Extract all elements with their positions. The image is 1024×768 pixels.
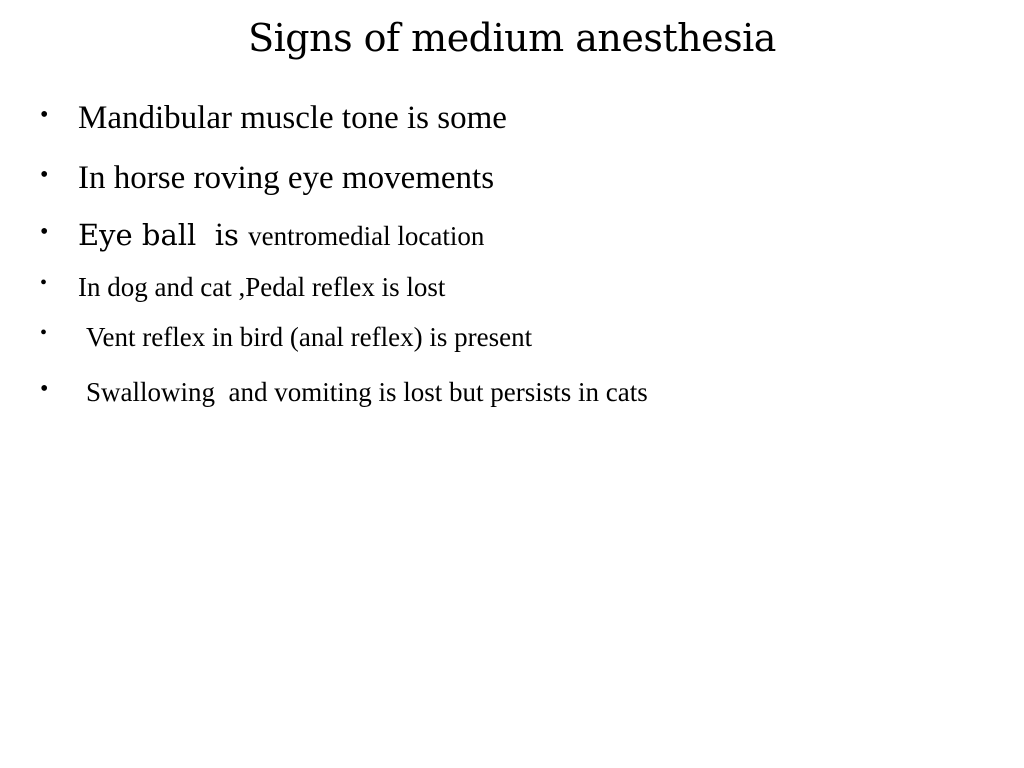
- bullet-text: Vent reflex in bird (anal reflex) is present: [86, 322, 533, 352]
- bullet-dot-icon: •: [40, 162, 49, 188]
- bullet-text: [78, 213, 484, 263]
- bullet-dot-icon: •: [40, 272, 48, 294]
- slide-title: Signs of medium anesthesia: [248, 16, 776, 60]
- bullet-text: Swallowing and vomiting is lost but persists in cats: [86, 377, 648, 407]
- bullet-text-small: ventromedial location: [248, 221, 485, 251]
- bullet-dot-icon: •: [40, 219, 49, 245]
- bullet-text-main: Eye ball is: [78, 218, 249, 252]
- bullet-dot-icon: •: [40, 102, 49, 128]
- bullet-text: Mandibular muscle tone is some: [78, 100, 507, 136]
- bullet-dot-icon: •: [40, 376, 49, 402]
- bullet-text: In dog and cat ,Pedal reflex is lost: [78, 272, 446, 302]
- bullet-text: In horse roving eye movements: [78, 160, 495, 196]
- bullet-dot-icon: •: [40, 322, 48, 344]
